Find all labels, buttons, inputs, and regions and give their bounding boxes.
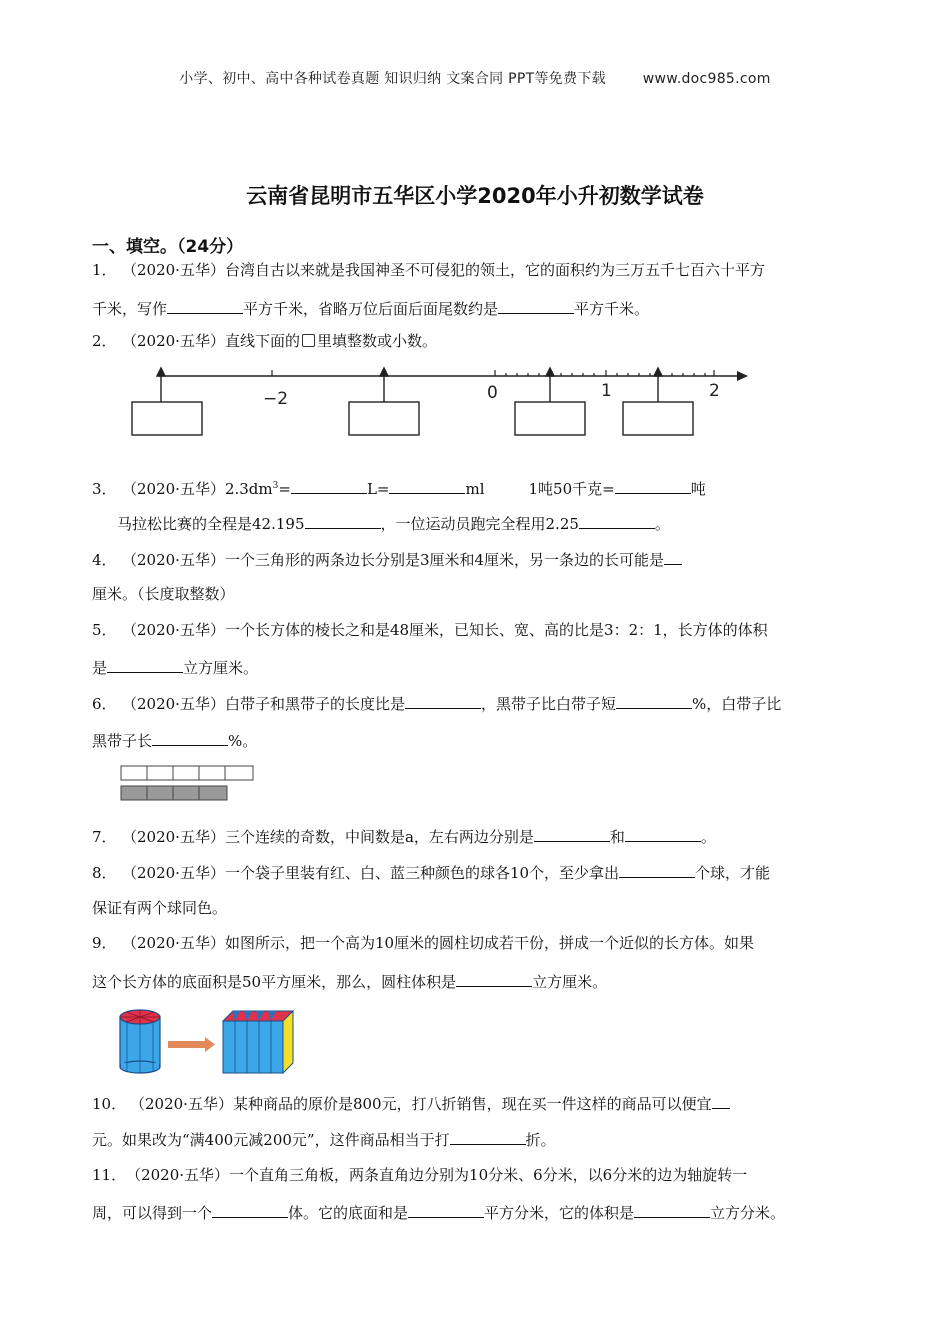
answer-blank[interactable]	[664, 548, 682, 565]
header-site[interactable]: www.doc985.com	[642, 71, 771, 87]
q6-line2: 黑带子长 %。	[92, 729, 862, 751]
header-text: 小学、初中、高中各种试卷真题 知识归纳 文案合同 PPT等免费下载	[179, 71, 606, 87]
q5-line1: 5． （2020·五华）一个长方体的棱长之和是48厘米，已知长、宽、高的比是3：2：1，长方体的体积	[92, 621, 768, 639]
cuboid-icon	[223, 1011, 293, 1073]
ribbon-figure	[120, 765, 256, 803]
q11-line1: 11．（2020·五华）一个直角三角板，两条直角边分别为10分米、6分米，以6分米的边为轴旋转一	[92, 1166, 748, 1184]
q5-line2: 是 立方厘米。	[92, 656, 862, 678]
tick-label: 2	[709, 381, 720, 401]
answer-blank[interactable]	[107, 656, 183, 673]
answer-blank[interactable]	[167, 297, 243, 314]
answer-blank[interactable]	[389, 477, 465, 494]
q4-line2: 厘米。（长度取整数）	[92, 585, 235, 603]
answer-blank[interactable]	[212, 1201, 288, 1218]
answer-blank[interactable]	[634, 1201, 710, 1218]
answer-blank[interactable]	[305, 512, 381, 529]
answer-box	[132, 402, 202, 435]
black-ribbon	[121, 786, 227, 800]
answer-blank[interactable]	[405, 692, 481, 709]
answer-blank[interactable]	[579, 512, 655, 529]
answer-blank[interactable]	[291, 477, 367, 494]
q2-line1: 2． （2020·五华）直线下面的 里填整数或小数。	[92, 332, 437, 350]
answer-blank[interactable]	[712, 1092, 730, 1109]
q6-line1: 6． （2020·五华）白带子和黑带子的长度比是 ，黑带子比白带子短 %，白带子比	[92, 692, 862, 714]
tick-label: −2	[263, 389, 289, 409]
answer-blank[interactable]	[615, 477, 691, 494]
answer-box	[349, 402, 419, 435]
number-line-figure	[120, 360, 760, 440]
q7-line1: 7． （2020·五华）三个连续的奇数，中间数是a，左右两边分别是 和 。	[92, 825, 862, 847]
q8-line2: 保证有两个球同色。	[92, 899, 228, 917]
answer-blank[interactable]	[534, 825, 610, 842]
answer-blank[interactable]	[408, 1201, 484, 1218]
q9-line1: 9． （2020·五华）如图所示，把一个高为10厘米的圆柱切成若干份，拼成一个近似的长方体。如果	[92, 934, 755, 952]
q10-line1: 10． （2020·五华）某种商品的原价是800元，打八折销售，现在买一件这样的商品可以便宜	[92, 1092, 862, 1114]
cylinder-icon	[120, 1010, 160, 1073]
q4-line1: 4． （2020·五华）一个三角形的两条边长分别是3厘米和4厘米，另一条边的长可能是	[92, 548, 862, 570]
page-title: 云南省昆明市五华区小学2020年小升初数学试卷	[246, 184, 704, 208]
q1-line1: 1． （2020·五华）台湾自古以来就是我国神圣不可侵犯的领土，它的面积约为三万五千七百六十平方	[92, 261, 765, 279]
cylinder-cuboid-figure	[115, 1005, 300, 1077]
tick-label: 1	[601, 381, 612, 401]
answer-box	[623, 402, 693, 435]
page-header	[0, 68, 950, 88]
q3-line2: 马拉松比赛的全程是42.195 ，一位运动员跑完全程用2.25 。	[117, 512, 887, 534]
answer-blank[interactable]	[450, 1128, 526, 1145]
section-heading: 一、填空。（24分）	[92, 237, 244, 257]
answer-blank[interactable]	[498, 297, 574, 314]
q8-line1: 8． （2020·五华）一个袋子里装有红、白、蓝三种颜色的球各10个，至少拿出 个球，才能	[92, 861, 862, 883]
q10-line2: 元。如果改为“满400元减200元”，这件商品相当于打 折。	[92, 1128, 862, 1150]
answer-box	[515, 402, 585, 435]
answer-blank[interactable]	[152, 729, 228, 746]
q9-line2: 这个长方体的底面积是50平方厘米，那么，圆柱体积是 立方厘米。	[92, 970, 862, 992]
answer-blank[interactable]	[616, 692, 692, 709]
tick-label: 0	[487, 383, 498, 403]
arrow-right-icon	[168, 1037, 215, 1052]
white-ribbon	[121, 766, 253, 780]
q3-line1: 3． （2020·五华）$2.3dm^3= L=$ ml 1吨50千克= 吨	[92, 476, 862, 499]
q1-line2: 千米，写作 平方千米，省略万位后面后面尾数约是 平方千米。	[92, 297, 862, 319]
answer-blank[interactable]	[625, 825, 701, 842]
q11-line2: 周，可以得到一个 体。它的底面和是 平方分米，它的体积是 立方分米。	[92, 1201, 862, 1223]
square-icon	[302, 334, 315, 347]
answer-blank[interactable]	[619, 861, 695, 878]
answer-blank[interactable]	[456, 970, 532, 987]
